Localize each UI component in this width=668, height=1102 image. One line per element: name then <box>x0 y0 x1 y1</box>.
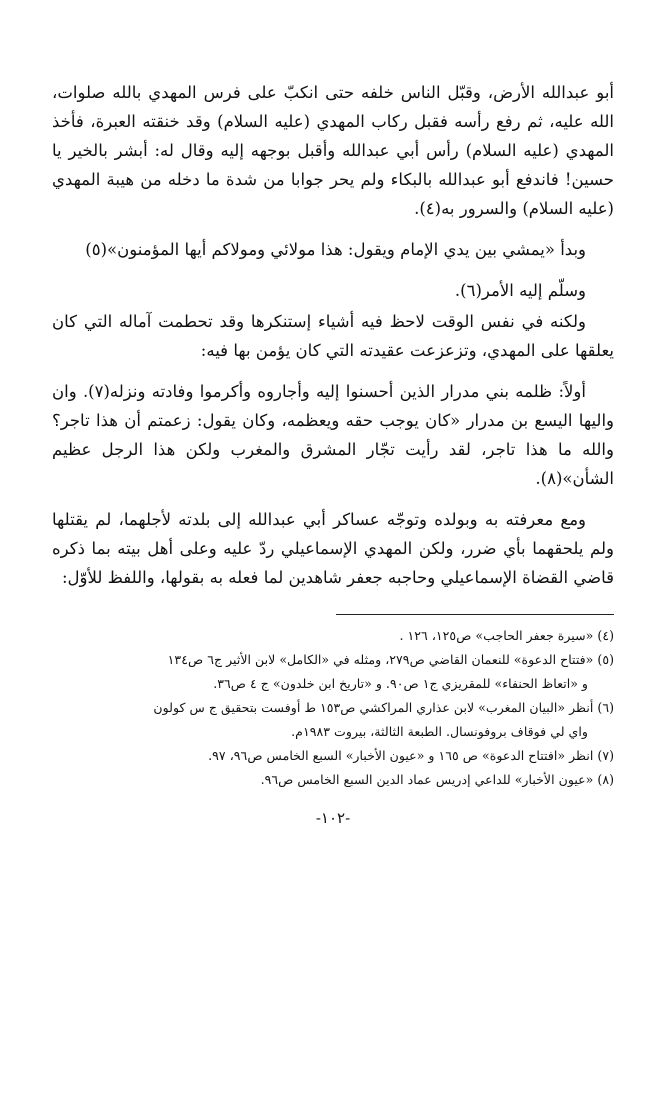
footnote-number: (٤) <box>597 628 614 643</box>
book-page <box>52 78 614 1078</box>
footnote-number: (٥) <box>597 652 614 667</box>
footnote-text: «عيون الأخبار» للداعي إدريس عماد الدين السبع الخامس ص٩٦. <box>260 772 594 787</box>
footnote-number: (٧) <box>597 748 614 763</box>
footnote-6-continuation: واي لي فوقاف بروفونسال. الطبعة الثالثة، بيروت ١٩٨٣م. <box>291 724 588 739</box>
footnote-6 <box>52 697 614 719</box>
footnote-4 <box>52 625 614 647</box>
footnote-number: (٦) <box>597 700 614 715</box>
footnote-text: «فتتاح الدعوة» للنعمان القاضي ص٢٧٩، ومثله في «الكامل» لابن الأثير ج٦ ص١٣٤ <box>167 652 594 667</box>
paragraph-1: أبو عبدالله الأرض، وقبّل الناس خلفه حتى انكبّ على فرس المهدي بالله صلوات، الله عليه، ثم رفع رأسه فقبل ركاب المهدي (عليه السلام) وقد خنقته العبرة، فأخذ المهدي (عليه السلام) رأس أبي عبدالله وأقبل بوجهه إليه وقال له: أبشر بالخير يا حسين! فاندفع أبو عبدالله بالبكاء ولم يحر جوابا من شدة ما دخله من هيبة المهدي (عليه السلام) والسرور به(٤). <box>52 83 614 218</box>
paragraph-4: ولكنه في نفس الوقت لاحظ فيه أشياء إستنكرها وقد تحطمت آماله التي كان يعلقها على المهدي، وتزعزعت عقيدته التي كان يؤمن بها فيه: <box>52 312 614 360</box>
footnote-text: أنظر «البيان المغرب» لابن عذاري المراكشي ص١٥٣ ط أوفست بتحقيق ج س كولون <box>153 700 594 715</box>
footnote-5-continuation: و «اتعاظ الحنفاء» للمقريزي ج١ ص٩٠. و «تاريخ ابن خلدون» ج ٤ ص٣٦. <box>213 676 588 691</box>
footnote-text: «سيرة جعفر الحاجب» ص١٢٥، ١٢٦ . <box>399 628 594 643</box>
paragraph-6: ومع معرفته به وبولده وتوجّه عساكر أبي عبدالله إلى بلدته لأجلهما، لم يقتلها ولم يلحقهما بأي ضرر، ولكن المهدي الإسماعيلي ردّ عليه وعلى أهل بيته بما ذكره قاضي القضاة الإسماعيلي وحاجبه جعفر شاهدين لما فعله به بقولها، واللفظ للأوّل: <box>52 510 614 587</box>
footnote-5 <box>52 649 614 671</box>
page-number: -١٠٢- <box>315 809 351 827</box>
footnote-7 <box>52 745 614 767</box>
footnote-text: انظر «افتتاح الدعوة» ص ١٦٥ و «عيون الأخبار» السبع الخامس ص٩٦، ٩٧. <box>208 748 594 763</box>
footnote-divider <box>336 614 614 615</box>
footnote-8 <box>52 769 614 791</box>
paragraph-5: أولاً: ظلمه بني مدرار الذين أحسنوا إليه وأجاروه وأكرموا وفادته ونزله(٧). وان واليها اليسع بن مدرار «كان يوجب حقه ويعظمه، وكان يقول: زعمتم أن هذا تاجر؟ والله ما هذا تاجر، لقد رأيت تجّار المشرق والمغرب ولكن هذا الرجل عظيم الشأن»(٨). <box>52 382 614 488</box>
paragraph-3: وسلّم إليه الأمر(٦). <box>454 281 586 300</box>
footnotes <box>52 625 614 791</box>
paragraph-2: وبدأ «يمشي بين يدي الإمام ويقول: هذا مولائي ومولاكم أيها المؤمنون»(٥) <box>85 240 586 259</box>
footnote-number: (٨) <box>597 772 614 787</box>
